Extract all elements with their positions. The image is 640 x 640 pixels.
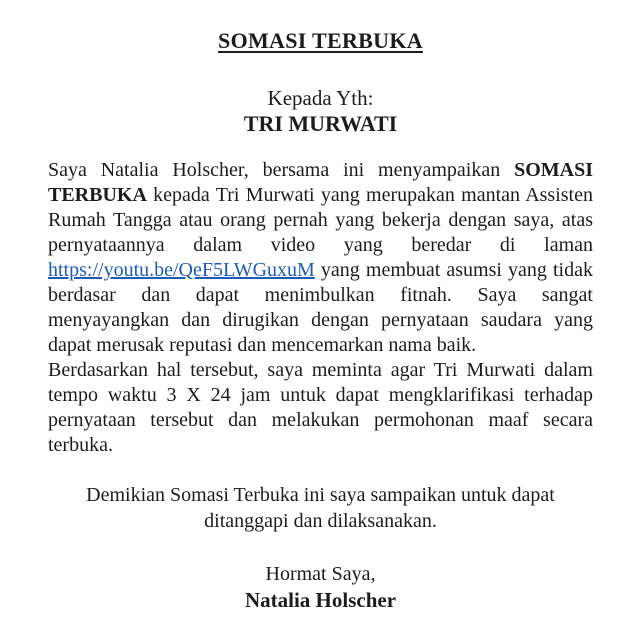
paragraph-1-intro: Saya Natalia Holscher, bersama ini menyampaikan: [48, 159, 515, 181]
recipient-salutation: Kepada Yth:: [267, 86, 374, 110]
letter-title: [48, 28, 593, 54]
signoff-block: [48, 561, 593, 613]
paragraph-1-end: yang membuat asumsi yang tidak berdasar dan dapat menimbulkan fitnah. Saya sangat menyayangkan dan dirugikan dengan pernyataan saudara yang dapat merusak reputasi dan mencemarkan nama baik.: [48, 259, 593, 356]
recipient-name: TRI MURWATI: [243, 111, 398, 136]
signature-name: Natalia Holscher: [244, 588, 397, 612]
youtube-link[interactable]: https://youtu.be/QeF5LWGuxuM: [48, 259, 315, 281]
paragraph-1: [48, 158, 593, 358]
paragraph-1-bold-somasi-terbuka: SOMASI TERBUKA: [48, 159, 593, 206]
letter-title-text: SOMASI TERBUKA: [218, 28, 423, 53]
paragraph-2: Berdasarkan hal tersebut, saya meminta agar Tri Murwati dalam tempo waktu 3 X 24 jam untuk dapat mengklarifikasi terhadap pernyataan tersebut dan melakukan permohonan maaf secara terbuka.: [48, 359, 593, 456]
recipient-block: [48, 85, 593, 137]
paragraph-1-middle: kepada Tri Murwati yang merupakan mantan Assisten Rumah Tangga atau orang pernah yang bekerja dengan saya, atas pernyataannya dalam video yang beredar di laman: [48, 184, 593, 256]
letter-body: [48, 158, 593, 458]
signoff-salutation: Hormat Saya,: [265, 563, 376, 585]
closing-statement: Demikian Somasi Terbuka ini saya sampaikan untuk dapat ditanggapi dan dilaksanakan.: [86, 484, 555, 532]
